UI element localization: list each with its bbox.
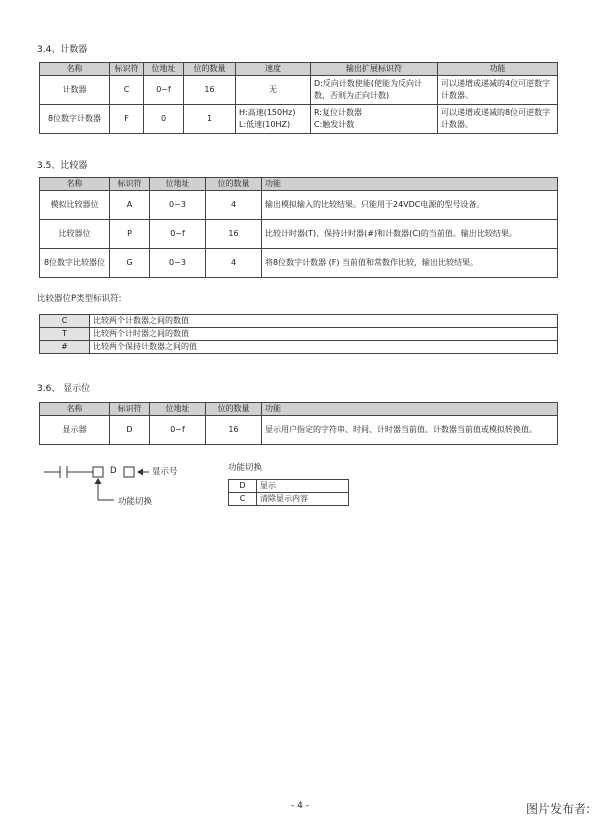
cell: 比较两个保持计数器之间的值 (90, 341, 558, 354)
cell: 16 (206, 416, 262, 445)
col-speed: 速度 (236, 63, 311, 76)
section-3-5-title: 3.5、比较器 (37, 161, 88, 171)
cell: 输出模拟输入的比较结果。只能用于24VDC电源的型号设备。 (262, 191, 558, 220)
cell: T (40, 328, 90, 341)
cell: P (110, 220, 150, 249)
cell: F (110, 105, 144, 134)
cell: 可以递增或递减的8位可逆数字计数器。 (438, 105, 558, 134)
col-count: 位的数量 (184, 63, 236, 76)
cell: 将8位数字计数器 (F) 当前值和常数作比较，输出比较结果。 (262, 249, 558, 278)
table-row (40, 416, 558, 445)
cell: G (110, 249, 150, 278)
cell: 显示器 (40, 416, 110, 445)
col-count: 位的数量 (206, 178, 262, 191)
p-type-table (39, 314, 558, 354)
table-row (40, 76, 558, 105)
cell: 0~f (150, 416, 206, 445)
col-function: 功能 (438, 63, 558, 76)
cell: 无 (236, 76, 311, 105)
cell: 1 (184, 105, 236, 134)
cell: D:反向计数使能(使能为反向计数，否则为正向计数) (311, 76, 438, 105)
cell: 4 (206, 191, 262, 220)
table-row (40, 220, 558, 249)
cell: D (110, 416, 150, 445)
p-type-label: 比较器位P类型标识符: (37, 294, 122, 304)
table-row (40, 191, 558, 220)
col-function: 功能 (262, 403, 558, 416)
display-table (39, 402, 558, 445)
col-name: 名称 (40, 63, 110, 76)
page-number: - 4 - (291, 801, 309, 811)
cell: A (110, 191, 150, 220)
col-function: 功能 (262, 178, 558, 191)
cell: 0~3 (150, 191, 206, 220)
col-identifier: 标识符 (110, 63, 144, 76)
function-switch-table (228, 479, 349, 506)
cell: 0 (144, 105, 184, 134)
cell: C (110, 76, 144, 105)
table-row (40, 315, 558, 328)
col-ext-id: 输出扩展标识符 (311, 63, 438, 76)
table-row (40, 249, 558, 278)
comparator-table (39, 177, 558, 278)
cell: 清除显示内容 (257, 493, 349, 506)
col-address: 位地址 (150, 403, 206, 416)
function-switch-title: 功能切换 (228, 463, 263, 473)
cell: 比较两个计时器之间的数值 (90, 328, 558, 341)
section-3-4-title: 3.4、计数器 (37, 45, 88, 55)
cell: # (40, 341, 90, 354)
cell: 显示 (257, 480, 349, 493)
cell: 16 (206, 220, 262, 249)
table-row (229, 493, 349, 506)
cell: 4 (206, 249, 262, 278)
col-address: 位地址 (144, 63, 184, 76)
col-name: 名称 (40, 178, 110, 191)
function-box (93, 467, 103, 477)
cell: 比较计时器(T)、保持计时器(#)和计数器(C)的当前值。输出比较结果。 (262, 220, 558, 249)
table-row (40, 341, 558, 354)
ladder-diagram (40, 458, 220, 518)
cell: 比较器位 (40, 220, 110, 249)
cell: C (40, 315, 90, 328)
display-number-box (124, 467, 134, 477)
arrow-up-icon (95, 478, 115, 500)
cell: 0~3 (150, 249, 206, 278)
d-label: D (110, 466, 117, 476)
publisher-label: 图片发布者: (525, 802, 590, 816)
col-name: 名称 (40, 403, 110, 416)
contact-symbol (44, 466, 93, 478)
cell: 8位数字计数器 (40, 105, 110, 134)
table-row (229, 480, 349, 493)
cell: 0~f (144, 76, 184, 105)
col-identifier: 标识符 (110, 178, 150, 191)
arrow-left-icon (137, 469, 149, 476)
display-number-label: 显示号 (152, 467, 178, 477)
cell: 可以递增或递减的4位可逆数字计数器。 (438, 76, 558, 105)
table-row (40, 105, 558, 134)
cell: D (229, 480, 257, 493)
cell: 显示用户指定的字符串、时间、计时器当前值、计数器当前值或模拟转换值。 (262, 416, 558, 445)
table-row (40, 328, 558, 341)
cell: 0~f (150, 220, 206, 249)
cell: 比较两个计数器之间的数值 (90, 315, 558, 328)
cell: H:高速(150Hz) L:低速(10HZ) (236, 105, 311, 134)
cell: C (229, 493, 257, 506)
function-switch-label: 功能切换 (118, 497, 153, 507)
cell: 模拟比较器位 (40, 191, 110, 220)
cell: 8位数字比较器位 (40, 249, 110, 278)
col-address: 位地址 (150, 178, 206, 191)
col-count: 位的数量 (206, 403, 262, 416)
col-identifier: 标识符 (110, 403, 150, 416)
cell: 16 (184, 76, 236, 105)
counter-table (39, 62, 558, 134)
cell: R:复位计数器 C:触发计数 (311, 105, 438, 134)
cell: 计数器 (40, 76, 110, 105)
section-3-6-title: 3.6、 显示位 (37, 384, 91, 394)
